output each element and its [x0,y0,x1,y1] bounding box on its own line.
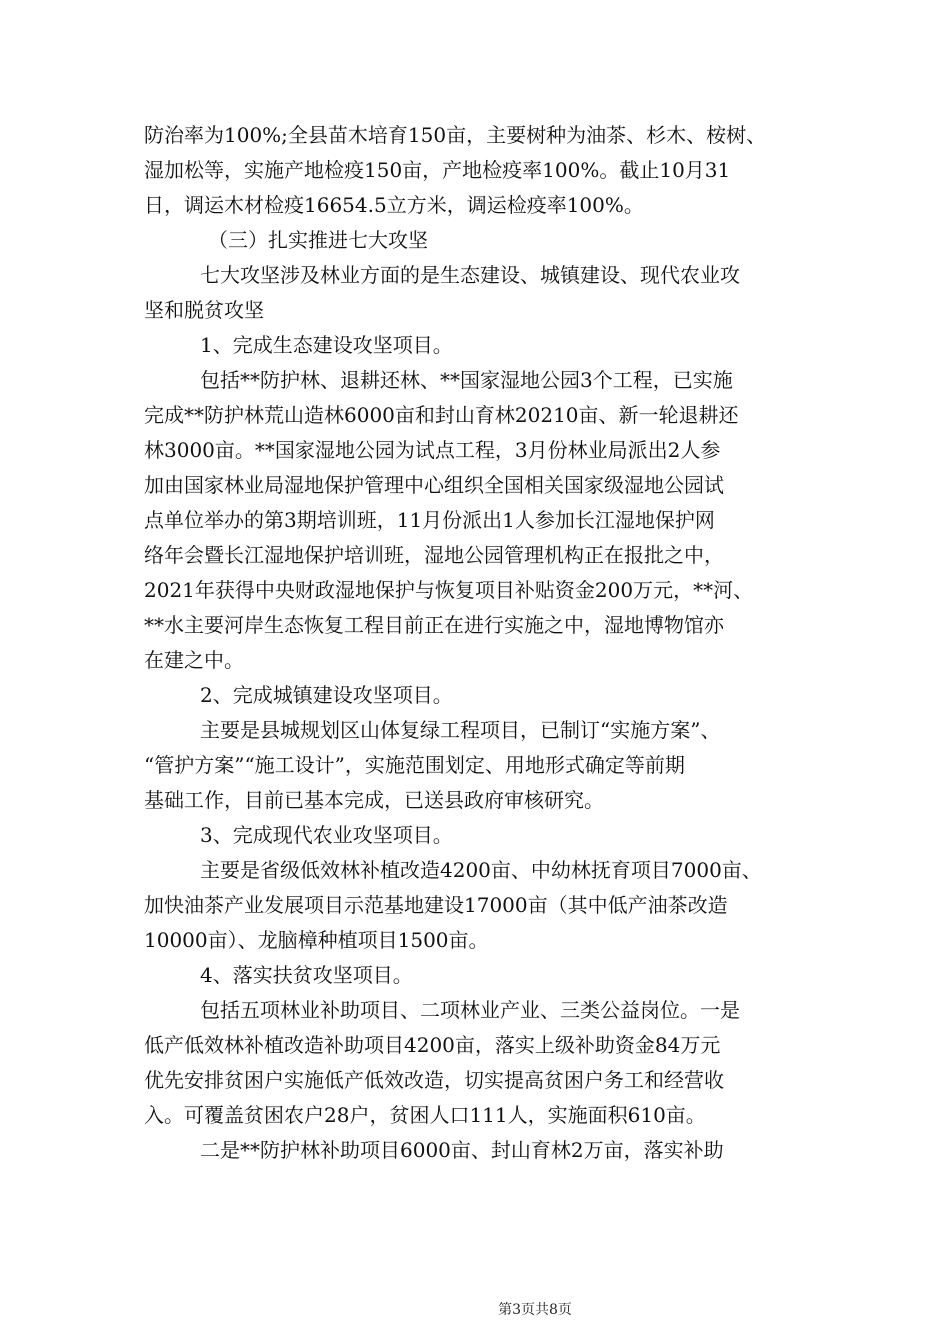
text-line: 低产低效林补植改造补助项目4200亩，落实上级补助资金84万元 [144,1033,721,1057]
text-line: “管护方案”“施工设计”，实施范围划定、用地形式确定等前期 [144,753,685,777]
text-line: 加快油茶产业发展项目示范基地建设17000亩（其中低产油茶改造 [144,893,728,917]
section-heading: （三）扎实推进七大攻坚 [208,228,428,252]
text-line: 加由国家林业局湿地保护管理中心组织全国相关国家级湿地公园试 [144,473,724,497]
page-number: 第3页共8页 [498,1302,572,1318]
text-line: 在建之中。 [144,648,244,672]
text-line: 基础工作，目前已基本完成，已送县政府审核研究。 [144,788,604,812]
subsection-heading: 2、完成城镇建设攻坚项目。 [200,683,453,707]
subsection-heading: 3、完成现代农业攻坚项目。 [200,823,453,847]
text-line: 10000亩）、龙脑樟种植项目1500亩。 [144,928,489,952]
body-text [144,118,810,1168]
text-line: 湿加松等，实施产地检疫150亩，产地检疫率100%。截止10月31 [144,158,731,182]
text-line: 主要是县城规划区山体复绿工程项目，已制订“实施方案”、 [200,718,721,742]
text-line: 林3000亩。**国家湿地公园为试点工程，3月份林业局派出2人参 [144,438,721,462]
text-line: 包括五项林业补助项目、二项林业产业、三类公益岗位。一是 [200,998,740,1022]
subsection-heading: 1、完成生态建设攻坚项目。 [200,333,453,357]
text-line: 点单位举办的第3期培训班，11月份派出1人参加长江湿地保护网 [144,508,715,532]
text-line: 坚和脱贫攻坚 [144,298,264,322]
text-line: 七大攻坚涉及林业方面的是生态建设、城镇建设、现代农业攻 [200,263,740,287]
text-line: 优先安排贫困户实施低产低效改造，切实提高贫困户务工和经营收 [144,1068,724,1092]
text-line: 二是**防护林补助项目6000亩、封山育林2万亩，落实补助 [200,1138,724,1162]
text-line: 日，调运木材检疫16654.5立方米，调运检疫率100%。 [144,193,644,217]
text-line: 入。可覆盖贫困农户28户，贫困人口111人，实施面积610亩。 [144,1103,706,1127]
text-line: 防治率为100%;全县苗木培育150亩，主要树种为油茶、杉木、桉树、 [144,123,767,147]
text-line: 包括**防护林、退耕还林、**国家湿地公园3个工程，已实施 [200,368,733,392]
text-line: 络年会暨长江湿地保护培训班，湿地公园管理机构正在报批之中， [144,543,724,567]
subsection-heading: 4、落实扶贫攻坚项目。 [200,963,413,987]
text-line: 主要是省级低效林补植改造4200亩、中幼林抚育项目7000亩、 [200,858,762,882]
text-line: **水主要河岸生态恢复工程目前正在进行实施之中，湿地博物馆亦 [144,613,724,637]
text-line: 完成**防护林荒山造林6000亩和封山育林20210亩、新一轮退耕还 [144,403,739,427]
text-line: 2021年获得中央财政湿地保护与恢复项目补贴资金200万元，**河、 [144,578,754,602]
